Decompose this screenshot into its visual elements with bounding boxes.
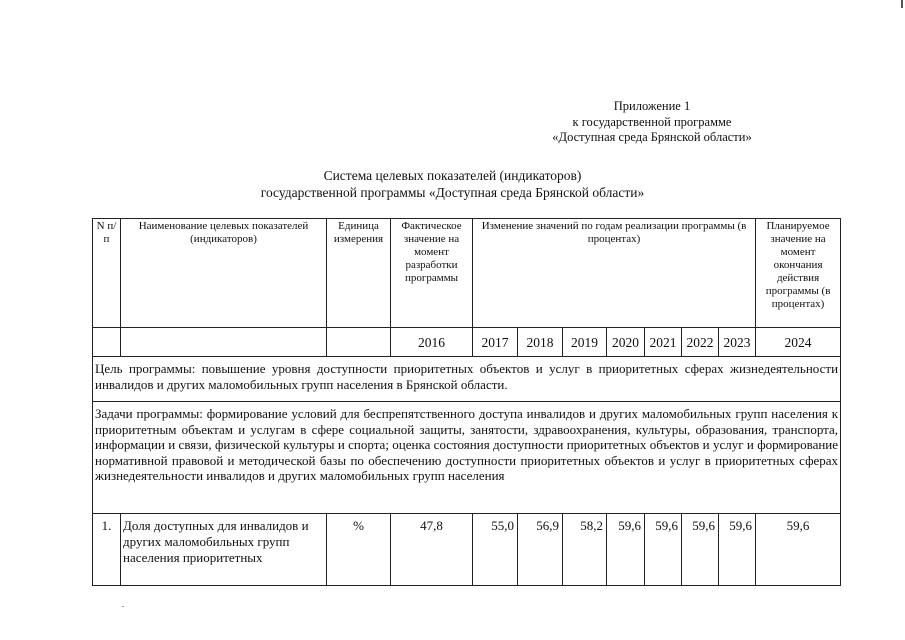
appendix-line-2: к государственной программе [572, 114, 732, 129]
row-value-2020: 59,6 [607, 514, 645, 586]
row-value-2017: 55,0 [473, 514, 518, 586]
row-value-2022: 59,6 [682, 514, 719, 586]
row-planned-value: 59,6 [756, 514, 841, 586]
year-2019: 2019 [563, 328, 607, 357]
row-actual-value: 47,8 [391, 514, 473, 586]
appendix-line-1: Приложение 1 [613, 99, 691, 113]
header-actual-value: Фактическое значение на момент разработки программы [391, 219, 473, 328]
year-cell-empty [327, 328, 391, 357]
row-value-2023: 59,6 [719, 514, 756, 586]
scan-edge-mark [901, 0, 903, 8]
scan-speck [122, 606, 124, 607]
appendix-line-3: «Доступная среда Брянской области» [552, 130, 752, 144]
row-indicator-name: Доля доступных для инвалидов и других маломобильных групп населения приоритетных [121, 514, 327, 586]
row-number: 1. [93, 514, 121, 586]
year-2021: 2021 [645, 328, 682, 357]
header-number: N п/п [93, 219, 121, 328]
header-planned-value: Планируемое значение на момент окончания действия программы (в процентах) [756, 219, 841, 328]
row-value-2018: 56,9 [518, 514, 563, 586]
year-2023: 2023 [719, 328, 756, 357]
indicators-table [92, 218, 841, 586]
table-row [93, 514, 841, 586]
row-value-2019: 58,2 [563, 514, 607, 586]
year-cell-empty [121, 328, 327, 357]
year-actual: 2016 [391, 328, 473, 357]
document-title [0, 167, 905, 201]
year-2020: 2020 [607, 328, 645, 357]
program-tasks: Задачи программы: формирование условий для беспрепятственного доступа инвалидов и других маломобильных групп населения к приоритетным объектам и услугам в сфере социальной защиты, занятости, здравоохранения, культуры, образования, транспорта, информации и связи, физической культуры и спорта; оценка состояния доступности приоритетных объектов и услуг и формирование нормативной правовой и методической базы по обеспечению доступности приоритетных объектов и услуг в приоритетных сферах жизнедеятельности инвалидов и других маломобильных групп населения [93, 402, 841, 514]
goal-row [93, 357, 841, 402]
row-unit: % [327, 514, 391, 586]
year-2018: 2018 [518, 328, 563, 357]
year-2022: 2022 [682, 328, 719, 357]
year-planned: 2024 [756, 328, 841, 357]
row-value-2021: 59,6 [645, 514, 682, 586]
year-2017: 2017 [473, 328, 518, 357]
appendix-header [522, 99, 782, 146]
tasks-row [93, 402, 841, 514]
title-line-1: Система целевых показателей (индикаторов) [323, 168, 582, 183]
program-goal: Цель программы: повышение уровня доступности приоритетных объектов и услуг в приоритетных сферах жизнедеятельности инвалидов и других маломобильных групп населения в Брянской области. [93, 357, 841, 402]
title-line-2: государственной программы «Доступная среда Брянской области» [260, 185, 645, 200]
year-cell-empty [93, 328, 121, 357]
header-yearly-change: Изменение значений по годам реализации программы (в процентах) [473, 219, 756, 328]
header-indicator-name: Наименование целевых показателей (индикаторов) [121, 219, 327, 328]
header-unit: Единица измерения [327, 219, 391, 328]
years-row [93, 328, 841, 357]
header-row [93, 219, 841, 328]
